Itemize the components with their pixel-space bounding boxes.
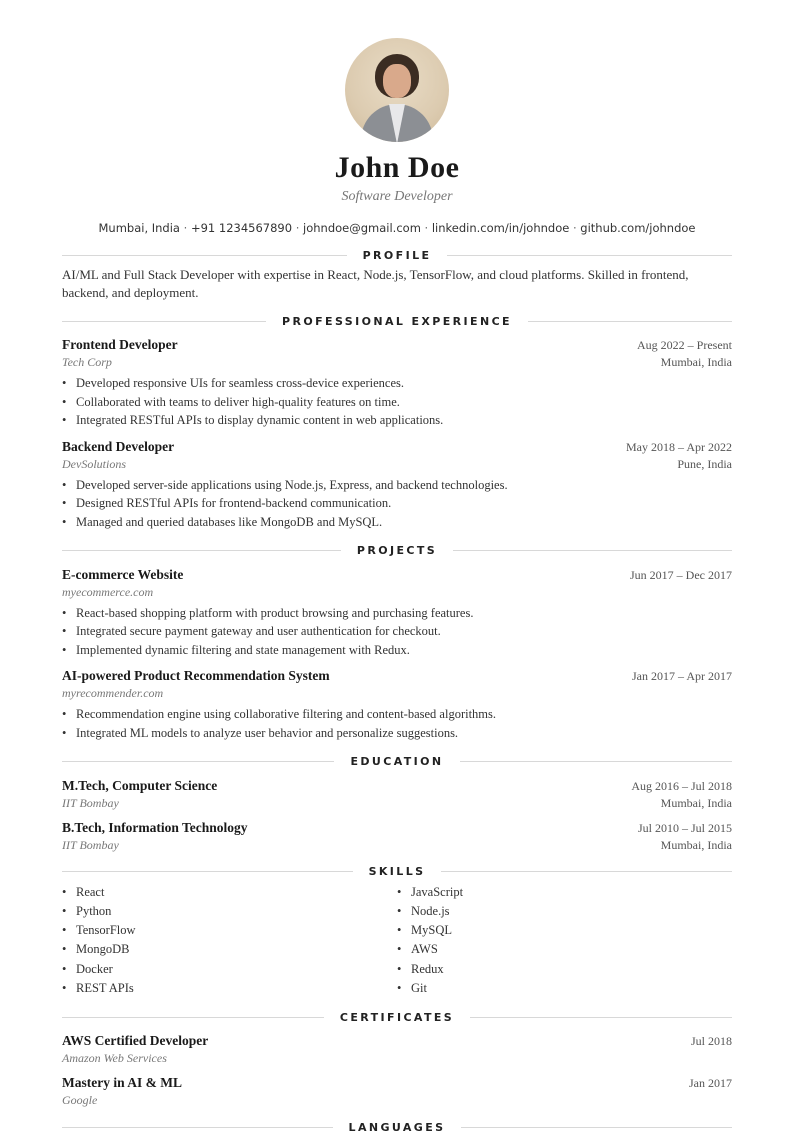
bullet-item: • Designed RESTful APIs for frontend-backend communication. xyxy=(62,494,732,513)
skill-item: • Python xyxy=(62,902,397,921)
skill-item: • JavaScript xyxy=(397,883,732,902)
divider xyxy=(461,1127,732,1128)
job-dates: May 2018 – Apr 2022 xyxy=(626,439,732,454)
project-bullets xyxy=(62,705,732,742)
projects-section-heading: PROJECTS xyxy=(62,544,732,558)
skill-item: • Node.js xyxy=(397,902,732,921)
bullet-item: • Developed server-side applications using Node.js, Express, and backend technologies. xyxy=(62,476,732,495)
contact-line: Mumbai, India · +91 1234567890 · johndoe@gmail.com · linkedin.com/in/johndoe · github.com/johndoe xyxy=(98,221,696,235)
profile-summary: AI/ML and Full Stack Developer with expertise in React, Node.js, TensorFlow, and cloud platforms. Skilled in frontend, backend, and deployment. xyxy=(62,267,689,300)
divider xyxy=(62,550,341,551)
project-dates: Jun 2017 – Dec 2017 xyxy=(630,567,732,582)
contact-phone[interactable]: +91 1234567890 xyxy=(190,221,293,235)
divider xyxy=(62,871,353,872)
job-title: Backend Developer xyxy=(62,438,175,454)
skills-section-heading: SKILLS xyxy=(62,865,732,879)
bullet-item: • Integrated ML models to analyze user behavior and personalize suggestions. xyxy=(62,724,732,743)
job-bullets xyxy=(62,374,732,430)
school-name: IIT Bombay xyxy=(62,837,119,852)
bullet-item: • Implemented dynamic filtering and state management with Redux. xyxy=(62,641,732,660)
bullet-item: • Integrated secure payment gateway and user authentication for checkout. xyxy=(62,622,732,641)
job-location: Pune, India xyxy=(677,456,732,471)
company-name: DevSolutions xyxy=(62,456,126,471)
education-location: Mumbai, India xyxy=(660,795,732,810)
education-entry xyxy=(62,819,732,853)
experience-section-heading: PROFESSIONAL EXPERIENCE xyxy=(62,314,732,328)
school-name: IIT Bombay xyxy=(62,795,119,810)
project-bullets xyxy=(62,604,732,660)
profile-section-heading: PROFILE xyxy=(62,248,732,262)
certificate-title: Mastery in AI & ML xyxy=(62,1075,182,1091)
certificate-entry xyxy=(62,1074,732,1108)
languages-section-heading: LANGUAGES xyxy=(62,1120,732,1134)
job-bullets xyxy=(62,476,732,532)
education-dates: Aug 2016 – Jul 2018 xyxy=(631,778,732,793)
project-link[interactable]: myrecommender.com xyxy=(62,686,164,701)
job-title: Frontend Developer xyxy=(62,337,178,352)
project-dates: Jan 2017 – Apr 2017 xyxy=(632,669,732,684)
candidate-name: John Doe xyxy=(334,151,460,184)
job-dates: Aug 2022 – Present xyxy=(637,338,732,352)
education-dates: Jul 2010 – Jul 2015 xyxy=(637,820,732,835)
divider xyxy=(62,321,266,322)
skill-item: • Git xyxy=(397,979,732,998)
profile-photo xyxy=(345,38,449,142)
divider xyxy=(441,871,732,872)
divider xyxy=(453,550,732,551)
certificate-date: Jul 2018 xyxy=(690,1034,732,1049)
skill-item: • MongoDB xyxy=(62,940,397,959)
contact-github[interactable]: github.com/johndoe xyxy=(580,221,696,235)
divider xyxy=(460,761,732,762)
divider xyxy=(62,1127,333,1128)
skills-column-right xyxy=(397,883,732,999)
skill-item: • AWS xyxy=(397,940,732,959)
bullet-item: • React-based shopping platform with product browsing and purchasing features. xyxy=(62,604,732,623)
divider xyxy=(62,1017,324,1018)
contact-linkedin[interactable]: linkedin.com/in/johndoe xyxy=(431,221,570,235)
bullet-item: • Collaborated with teams to deliver high-quality features on time. xyxy=(62,393,732,412)
project-entry xyxy=(62,667,732,742)
certificate-issuer: Amazon Web Services xyxy=(62,1051,167,1066)
project-entry xyxy=(62,566,732,660)
education-location: Mumbai, India xyxy=(660,837,732,852)
skill-item: • TensorFlow xyxy=(62,921,397,940)
project-title: AI-powered Product Recommendation System xyxy=(62,668,330,684)
bullet-item: • Recommendation engine using collaborative filtering and content-based algorithms. xyxy=(62,705,732,724)
divider xyxy=(447,255,732,256)
bullet-item: • Managed and queried databases like MongoDB and MySQL. xyxy=(62,513,732,532)
skill-item: • Docker xyxy=(62,960,397,979)
skill-item: • Redux xyxy=(397,960,732,979)
education-entry xyxy=(62,777,732,811)
experience-entry xyxy=(62,438,732,532)
certificate-date: Jan 2017 xyxy=(689,1076,732,1091)
project-title: E-commerce Website xyxy=(62,566,184,582)
project-link[interactable]: myecommerce.com xyxy=(62,584,154,599)
divider xyxy=(62,255,347,256)
divider xyxy=(528,321,732,322)
degree-title: B.Tech, Information Technology xyxy=(62,819,248,835)
company-name: Tech Corp xyxy=(62,355,112,369)
certificate-issuer: Google xyxy=(62,1093,98,1108)
bullet-item: • Developed responsive UIs for seamless cross-device experiences. xyxy=(62,374,732,393)
certificates-section-heading: CERTIFICATES xyxy=(62,1010,732,1024)
education-section-heading: EDUCATION xyxy=(62,755,732,769)
skill-item: • React xyxy=(62,883,397,902)
bullet-item: • Integrated RESTful APIs to display dynamic content in web applications. xyxy=(62,411,732,430)
skills-column-left xyxy=(62,883,397,999)
degree-title: M.Tech, Computer Science xyxy=(62,777,218,793)
skill-item: • MySQL xyxy=(397,921,732,940)
divider xyxy=(470,1017,732,1018)
candidate-headline: Software Developer xyxy=(341,189,453,204)
divider xyxy=(62,761,334,762)
certificate-entry xyxy=(62,1032,732,1066)
contact-email[interactable]: johndoe@gmail.com xyxy=(303,221,421,235)
experience-entry xyxy=(62,336,732,430)
skills-list xyxy=(62,883,732,999)
certificate-title: AWS Certified Developer xyxy=(62,1033,209,1049)
resume-page xyxy=(62,38,732,1134)
skill-item: • REST APIs xyxy=(62,979,397,998)
job-location: Mumbai, India xyxy=(660,355,732,369)
contact-location: Mumbai, India xyxy=(98,221,180,235)
resume-header xyxy=(62,38,732,236)
